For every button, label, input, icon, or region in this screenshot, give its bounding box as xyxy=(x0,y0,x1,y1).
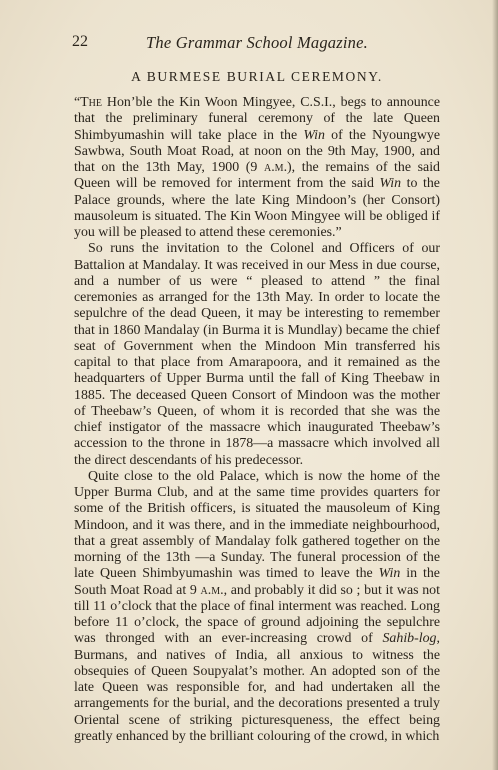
running-title: The Grammar School Magazine. xyxy=(146,33,368,52)
text-run: in the South Moat Road at 9 xyxy=(74,566,440,598)
italic-term: Win xyxy=(303,127,325,143)
article-body xyxy=(74,95,440,745)
time-abbrev: a.m. xyxy=(200,582,224,598)
page-edge-shadow xyxy=(492,0,498,770)
text-run: , and probably it did so ; but it was not till 11 o’clock that the place of final interment was reached. Long before 11 o’clock, the space of ground adjoining the sepulchre was thronged with an ever-increasing crowd of xyxy=(74,582,440,647)
text-run: of the Nyoungwye Sawbwa, South Moat Road, at noon on the 9th May, 1900, and that on the 13th May, 1900 (9 xyxy=(74,127,441,175)
article-title: A BURMESE BURIAL CEREMONY. xyxy=(131,69,383,84)
italic-term: Win xyxy=(379,176,402,192)
opening-quote: “ xyxy=(74,95,81,110)
page-header xyxy=(72,33,442,53)
text-run: to the Palace grounds, where the late King Mindoon’s (her Consort) mausoleum is situated. The Kin Woon Mingyee will be obliged if you will be pleased to attend these ceremonies.” xyxy=(74,176,440,240)
text-run: Quite close to the old Palace, which is now the home of the Upper Burma Club, and at the same time provides quarters for some of the British officers, is situated the mausoleum of King Mindoon, and it was there, and in the immediate neighbourhood, that a great assembly of Mandalay folk gathered together on the morning of the 13th —a Sunday. The funeral procession of the late Queen Shimbyumashin was timed to leave the xyxy=(74,468,440,582)
page-number: 22 xyxy=(72,33,88,50)
text-run: , Burmans, and natives of India, all anxious to witness the obsequies of Queen Soupyalat’s mother. An adopted son of the late Queen was responsible for, and had undertaken all the arrangements for the burial, and the decorations presented a truly Oriental scene of striking picturesqueness, the effect being greatly enhanced by the brilliant colouring of the crowd, in which xyxy=(74,631,440,744)
paragraph-ceremony xyxy=(74,469,440,745)
text-run: Hon’ble the Kin Woon Mingyee, C.S.I., begs to announce that the preliminary funeral ceremony of the late Queen Shimbyumashin will take place in the xyxy=(74,95,440,143)
lead-word: The xyxy=(80,95,102,110)
paragraph-history: So runs the invitation to the Colonel and Officers of our Battalion at Mandalay. It was received in our Mess in due course, and a number of us were “ pleased to attend ” the final ceremonies as arranged for the 13th May. In order to locate the sepulchre of the dead Queen, it may be interesting to remember that in 1860 Mandalay (in Burma it is Mundlay) became the chief seat of Government when the Mindoon Min transferred his capital to that place from Amarapoora, and it remained as the headquarters of Upper Burma until the fall of King Theebaw in 1885. The deceased Queen Consort of Mindoon was the mother of Theebaw’s Queen, of whom it is recorded that she was the chief instigator of the massacre which inaugurated Theebaw’s accession to the throne in 1878—a massacre which involved all the direct descendants of his predecessor. xyxy=(74,241,440,468)
time-abbrev: a.m. xyxy=(263,160,288,175)
paragraph-invitation xyxy=(74,95,440,241)
italic-term: Sahib-log xyxy=(382,631,437,647)
text-run: ), the remains of the said Queen will be removed for interment from the said xyxy=(74,160,441,192)
italic-term: Win xyxy=(378,566,401,582)
